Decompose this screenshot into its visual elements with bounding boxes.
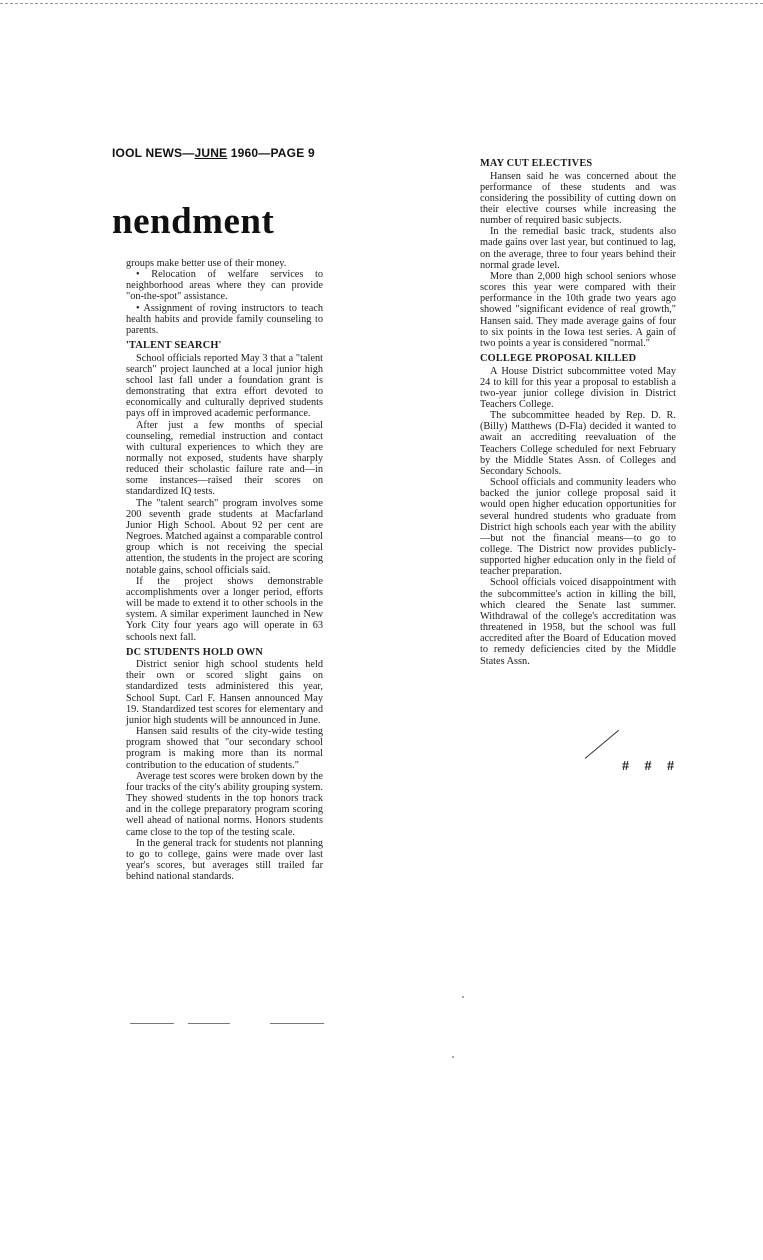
page-top-dashed-border	[0, 3, 763, 4]
paragraph: School officials reported May 3 that a "talent search" project launched at a local junior high school last fall under a foundation grant is demonstrating that extra effort devoted to economically and culturally deprived students pays off in improved academic performance.	[126, 352, 323, 420]
scan-speck	[452, 1056, 454, 1058]
section-heading-talent-search: 'TALENT SEARCH'	[126, 340, 222, 352]
bullet-paragraph: • Assignment of roving instructors to teach health habits and provide family counseling to parents.	[126, 302, 323, 336]
bottom-rule	[130, 1023, 174, 1024]
pen-mark	[585, 730, 619, 759]
paragraph: More than 2,000 high school seniors whose scores this year were compared with their performance in the 10th grade two years ago showed "significant evidence of real growth," Hansen said. They made average gains of four to six points in the Iowa test series. A gain of two points a year is considered "normal."	[480, 270, 676, 349]
paragraph: District senior high school students held their own or scored slight gains on standardized tests administered this year, School Supt. Carl F. Hansen announced May 19. Standardized test scores for elementary and junior high students will be announced in June.	[126, 659, 323, 726]
paragraph: Hansen said results of the city-wide testing program showed that "our secondary school program is making more than its normal contribution to the education of students."	[126, 726, 323, 771]
scan-speck	[462, 996, 464, 998]
section-heading-dc-students: DC STUDENTS HOLD OWN	[126, 646, 264, 658]
paragraph: A House District subcommittee voted May 24 to kill for this year a proposal to establish a two-year junior college division in District Teachers College.	[480, 365, 676, 410]
section-heading-college-proposal: COLLEGE PROPOSAL KILLED	[480, 353, 637, 364]
left-column	[126, 258, 323, 882]
paragraph: Average test scores were broken down by the four tracks of the city's ability grouping system. They showed students in the top honors track and in the college preparatory program scoring well ahead of national norms. Honors students came close to the top of the testing scale.	[126, 770, 323, 838]
section-heading-electives: MAY CUT ELECTIVES	[480, 158, 593, 169]
header-rest: 1960—PAGE 9	[227, 146, 315, 160]
paragraph: School officials and community leaders who backed the junior college proposal said it would open higher education opportunities for several hundred students who graduate from District high schools each year with the ability —but not the financial means—to go to college. The District now provides publicly-supported higher education only in the field of teacher preparation.	[480, 477, 676, 578]
paragraph: groups make better use of their money.	[126, 258, 287, 269]
bottom-rule	[270, 1023, 324, 1024]
paragraph: After just a few months of special counseling, remedial instruction and contact with cultural experiences to which they are normally not exposed, students have sharply reduced their scholastic failure rate and—in some instances—raised their scores on standardized IQ tests.	[126, 419, 323, 498]
bullet-paragraph: • Relocation of welfare services to neighborhood areas where they can provide "on-the-spot" assistance.	[126, 269, 323, 303]
paragraph: In the general track for students not planning to go to college, gains were made over last year's scores, but averages still trailed far behind national standards.	[126, 837, 323, 883]
paragraph: School officials voiced disappointment with the subcommittee's action in killing the bill, which cleared the Senate last summer. Withdrawal of the college's accreditation was threatened in 1958, but the school was full accredited after the Board of Education moved to remedy deficiencies cited by the Middle States Assn.	[480, 577, 676, 667]
header-prefix: IOOL NEWS—	[112, 146, 195, 160]
paragraph: The "talent search" program involves some 200 seventh grade students at Macfarland Junior High School. About 92 per cent are Negroes. Matched against a comparable control group which is not receiving the special attention, the students in the project are scoring notable gains, school officials said.	[126, 497, 323, 576]
paragraph: In the remedial basic track, students also made gains over last year, but continued to lag, on the average, three to four years behind their normal grade level.	[480, 226, 676, 271]
header-month: JUNE	[194, 146, 228, 160]
end-mark: # # #	[622, 759, 680, 774]
paragraph: Hansen said he was concerned about the performance of these students and was considering the possibility of cutting down on their elective courses while increasing the number of required basic subjects.	[480, 170, 676, 227]
paragraph: The subcommittee headed by Rep. D. R. (Billy) Matthews (D-Fla) decided it wanted to await an accrediting reevaluation of the Teachers College scheduled for next February by the Middle States Assn. of Colleges and Secondary Schools.	[480, 410, 676, 477]
paragraph: If the project shows demonstrable accomplishments over a longer period, efforts will be made to extend it to other schools in the system. A similar experiment launched in New York City four years ago will operate in 63 schools next fall.	[126, 575, 323, 643]
page-header	[112, 146, 352, 160]
headline-fragment: nendment	[112, 201, 275, 242]
right-column	[480, 158, 676, 667]
bottom-rule	[188, 1023, 230, 1024]
